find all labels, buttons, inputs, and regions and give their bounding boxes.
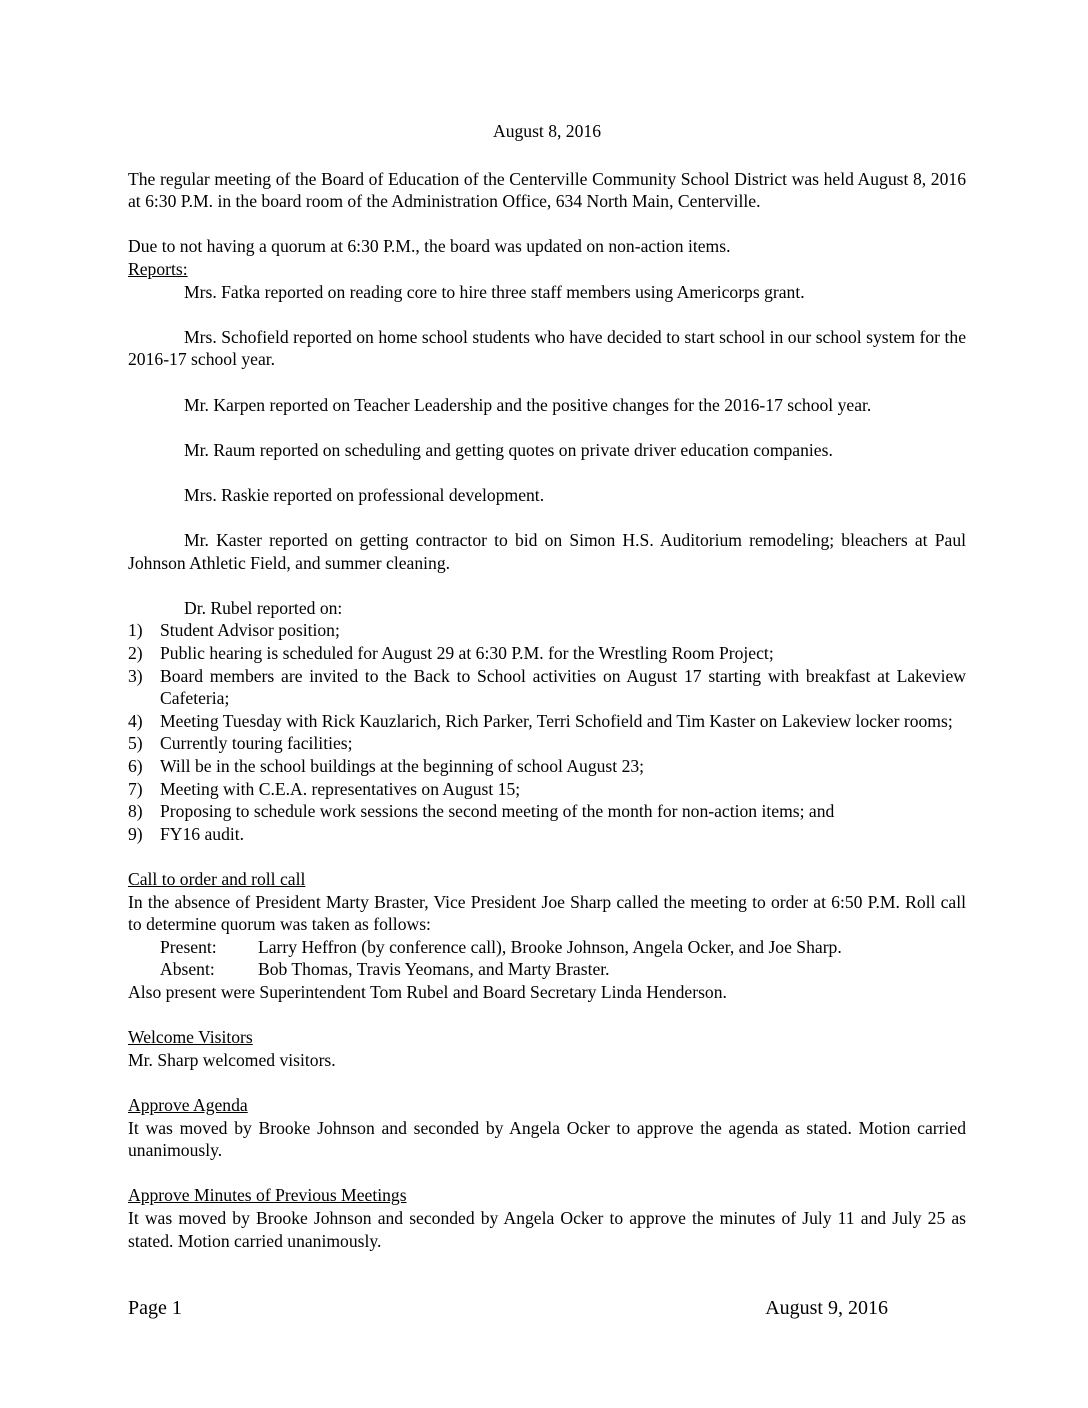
absent-names: Bob Thomas, Travis Yeomans, and Marty Braster. — [258, 959, 610, 980]
report-fatka: Mrs. Fatka reported on reading core to hire three staff members using Americorps grant. — [184, 281, 805, 302]
minutes-text: It was moved by Brooke Johnson and seconded by Angela Ocker to approve the minutes of July 11 and July 25 as stated. Motion carried unanimously. — [128, 1207, 966, 1251]
report-raum: Mr. Raum reported on scheduling and getting quotes on private driver education companies. — [184, 439, 833, 460]
call-to-order-heading: Call to order and roll call — [128, 869, 306, 889]
absent-label: Absent: — [160, 959, 215, 980]
rubel-intro: Dr. Rubel reported on: — [184, 597, 343, 618]
list-item: 5) Currently touring facilities; — [128, 733, 353, 754]
list-item: 4) Meeting Tuesday with Rick Kauzlarich, Rich Parker, Terri Schofield and Tim Kaster on Lakeview locker rooms; — [128, 710, 953, 731]
page-number: Page 1 — [128, 1297, 182, 1319]
call-to-order-text: In the absence of President Marty Braster, Vice President Joe Sharp called the meeting to order at 6:50 P.M. Roll call to determine quorum was taken as follows: — [128, 891, 966, 935]
list-item: 2) Public hearing is scheduled for August 29 at 6:30 P.M. for the Wrestling Room Project; — [128, 643, 774, 664]
quorum-note: Due to not having a quorum at 6:30 P.M., the board was updated on non-action items. — [128, 236, 731, 257]
welcome-text: Mr. Sharp welcomed visitors. — [128, 1049, 336, 1070]
reports-heading: Reports: — [128, 258, 188, 279]
list-item: 8) Proposing to schedule work sessions the second meeting of the month for non-action items; and — [128, 801, 835, 822]
intro-paragraph: The regular meeting of the Board of Education of the Centerville Community School District was held August 8, 2016 at 6:30 P.M. in the board room of the Administration Office, 634 North Main, Centerville. — [128, 168, 966, 212]
present-names: Larry Heffron (by conference call), Brooke Johnson, Angela Ocker, and Joe Sharp. — [258, 936, 842, 957]
report-raskie: Mrs. Raskie reported on professional development. — [184, 484, 545, 505]
list-item: 9) FY16 audit. — [128, 823, 245, 844]
rubel-report-list — [128, 619, 966, 845]
report-kaster: Mr. Kaster reported on getting contractor to bid on Simon H.S. Auditorium remodeling; bleachers at Paul Johnson Athletic Field, and summer cleaning. — [128, 530, 966, 573]
also-present: Also present were Superintendent Tom Rubel and Board Secretary Linda Henderson. — [128, 981, 727, 1002]
document-page — [128, 120, 966, 1252]
meeting-date-title: August 8, 2016 — [492, 121, 601, 141]
list-item: 7) Meeting with C.E.A. representatives on August 15; — [128, 778, 521, 799]
minutes-heading: Approve Minutes of Previous Meetings — [128, 1185, 407, 1206]
report-karpen: Mr. Karpen reported on Teacher Leadership and the positive changes for the 2016-17 school year. — [184, 394, 872, 415]
roll-present — [128, 936, 966, 959]
roll-absent — [128, 958, 966, 981]
footer-date: August 9, 2016 — [765, 1297, 888, 1319]
list-item: 1) Student Advisor position; — [128, 620, 340, 641]
agenda-heading: Approve Agenda — [128, 1094, 248, 1115]
list-item: 3) Board members are invited to the Back to School activities on August 17 starting with breakfast at Lakeview Cafeteria; — [128, 665, 966, 709]
report-schofield: Mrs. Schofield reported on home school students who have decided to start school in our school system for the 2016-17 school year. — [128, 326, 966, 370]
agenda-text: It was moved by Brooke Johnson and seconded by Angela Ocker to approve the agenda as stated. Motion carried unanimously. — [128, 1117, 966, 1161]
list-item: 6) Will be in the school buildings at the beginning of school August 23; — [128, 756, 645, 777]
present-label: Present: — [160, 936, 217, 957]
welcome-heading: Welcome Visitors — [128, 1027, 253, 1048]
